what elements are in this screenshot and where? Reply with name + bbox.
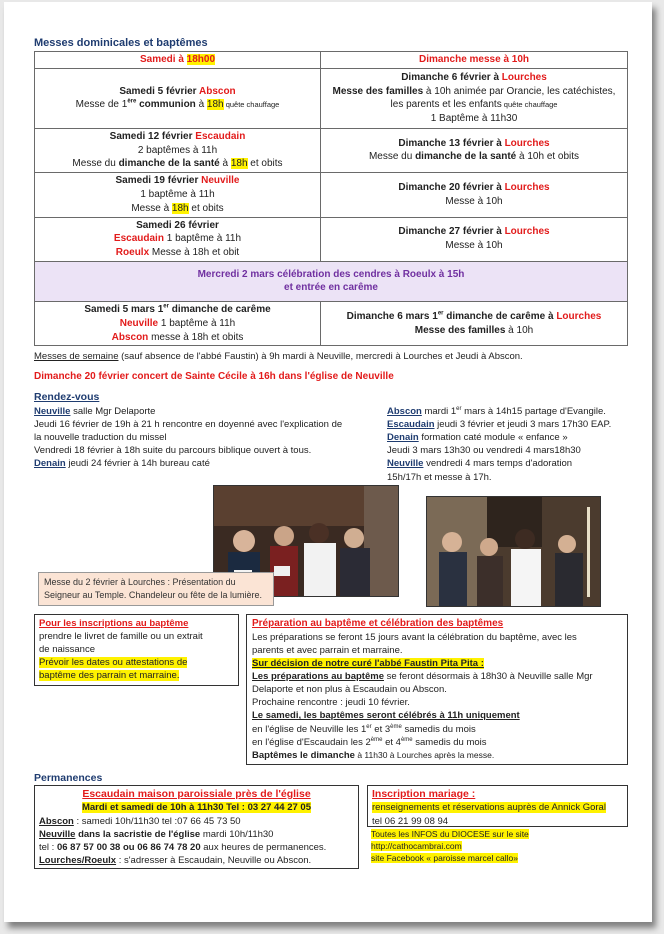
rendezvous-right: Abscon mardi 1er mars à 14h15 partage d'Evangile. Escaudain jeudi 3 février et jeudi 3 mars 17h30 EAP. Denain formation caté module « enfance » Jeudi 3 mars 13h30 ou vendredi 4 mars18h30 Neuville vendredi 4 mars temps d'adoration 15h/17h et messe à 17h. xyxy=(387,405,612,483)
masses-table xyxy=(34,51,628,346)
sunday-header: Dimanche messe à 10h xyxy=(321,52,628,69)
sunday-cell: Dimanche 20 février à Lourches Messe à 10h xyxy=(321,173,628,217)
sunday-cell: Dimanche 27 février à Lourches Messe à 10h xyxy=(321,217,628,261)
saturday-cell: Samedi 19 février Neuville 1 baptême à 11h Messe à 18h et obits xyxy=(35,173,321,217)
table-row xyxy=(35,301,628,345)
table-header-row xyxy=(35,52,628,69)
rendezvous-left: Neuville salle Mgr Delaporte Jeudi 16 février de 19h à 21 h rencontre en doyenné avec l'explication de la nouvelle traduction du missel Vendredi 18 février à 18h suite du parcours biblique ouvert à tous. Denain jeudi 24 février à 14h bureau caté xyxy=(34,406,343,470)
photo-caption: Messe du 2 février à Lourches : Présentation du Seigneur au Temple. Chandeleur ou fête de la lumière. xyxy=(38,572,274,606)
saturday-cell: Samedi 5 février Abscon Messe de 1ère communion à 18h quête chauffage xyxy=(35,68,321,128)
bulletin-page xyxy=(4,2,652,922)
ash-wednesday-row xyxy=(35,261,628,301)
saturday-cell: Samedi 12 février Escaudain 2 baptêmes à 11h Messe du dimanche de la santé à 18h et obits xyxy=(35,128,321,172)
sunday-cell: Dimanche 6 mars 1er dimanche de carême à Lourches Messe des familles à 10h xyxy=(321,301,628,345)
saturday-header: Samedi à 18h00 xyxy=(35,52,321,69)
saturday-cell: Samedi 26 février Escaudain 1 baptême à 11h Roeulx Messe à 18h et obit xyxy=(35,217,321,261)
table-row xyxy=(35,68,628,128)
table-row xyxy=(35,128,628,172)
baptism-registration-box: Pour les inscriptions au baptême prendre le livret de famille ou un extrait de naissance Prévoir les dates ou attestations de baptême des parrain et marraine. xyxy=(34,614,239,686)
mass-photo-2 xyxy=(426,496,601,607)
permanences-title: Permanences xyxy=(34,772,103,784)
baptism-preparation-box: Préparation au baptême et célébration des baptêmes Les préparations se feront 15 jours avant la célébration du baptême, avec les parents et avec parrain et marraine. Sur décision de notre curé l'abbé Faustin Pita Pita : Les préparations au baptême se feront désormais à 18h30 à Neuville salle Mgr Delaporte et non plus à Escaudain ou Abscon. Prochaine rencontre : jeudi 10 février. Le samedi, les baptêmes seront célébrés à 11h uniquement en l'église de Neuville les 1er et 3ème samedis du mois en l'église d'Escaudain les 2ème et 4ème samedis du mois Baptêmes le dimanche à 11h30 à Lourches après la messe. xyxy=(246,614,628,765)
concert-notice: Dimanche 20 février concert de Sainte Cécile à 16h dans l'église de Neuville xyxy=(34,371,394,382)
table-row xyxy=(35,173,628,217)
marriage-box: Inscription mariage : renseignements et réservations auprès de Annick Goral tel 06 21 99 08 94 xyxy=(367,785,628,827)
weekday-masses: Messes de semaine (sauf absence de l'abbé Faustin) à 9h mardi à Neuville, mercredi à Lourches et Jeudi à Abscon. xyxy=(34,351,523,362)
saturday-cell: Samedi 5 mars 1er dimanche de carême Neuville 1 baptême à 11h Abscon messe à 18h et obits xyxy=(35,301,321,345)
diocese-link[interactable]: http://cathocambrai.com xyxy=(371,840,462,851)
permanences-box: Escaudain maison paroissiale près de l'église Mardi et samedi de 10h à 11h30 Tel : 03 27 44 27 05 Abscon : samedi 10h/11h30 tel :07 66 45 73 50 Neuville dans la sacristie de l'église mardi 10h/11h30 tel : 06 87 57 00 38 ou 06 86 74 78 20 aux heures de permanences. Lourches/Roeulx : s'adresser à Escaudain, Neuville ou Abscon. xyxy=(34,785,359,869)
masses-title: Messes dominicales et baptêmes xyxy=(34,37,208,49)
ash-wednesday-cell: Mercredi 2 mars célébration des cendres à Roeulx à 15h et entrée en carême xyxy=(35,261,628,301)
table-row xyxy=(35,217,628,261)
diocese-info: Toutes les INFOS du DIOCESE sur le site http://cathocambrai.com site Facebook « paroisse marcel callo» xyxy=(371,829,529,863)
sunday-cell: Dimanche 6 février à Lourches Messe des familles à 10h animée par Orancie, les catéchistes, les parents et les enfants quête chauffage 1 Baptême à 11h30 xyxy=(321,68,628,128)
rendezvous-title: Rendez-vous xyxy=(34,391,100,403)
sunday-cell: Dimanche 13 février à Lourches Messe du dimanche de la santé à 10h et obits xyxy=(321,128,628,172)
